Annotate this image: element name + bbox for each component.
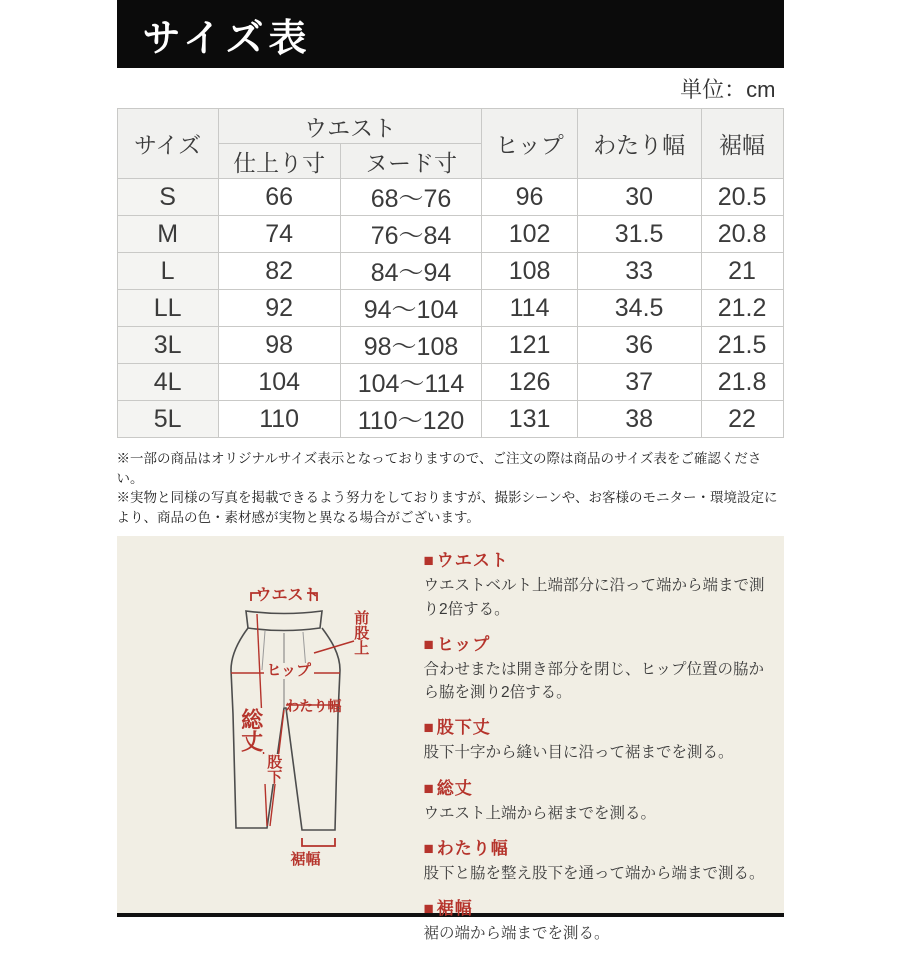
- value-cell: 92: [218, 290, 340, 327]
- size-chart-page: [116, 0, 784, 942]
- value-cell: 21.5: [701, 327, 783, 364]
- col-header-hip: ヒップ: [482, 109, 577, 179]
- value-cell: 21: [701, 253, 783, 290]
- header-row: [117, 109, 783, 144]
- definition-term-row: [424, 774, 778, 799]
- definition-description: 合わせまたは開き部分を閉じ、ヒップ位置の脇から脇を測り2倍する。: [423, 660, 765, 701]
- definition-description: 裾の端から端までを測る。: [423, 925, 610, 942]
- table-row: [117, 327, 783, 364]
- value-cell: 84〜94: [340, 253, 482, 290]
- value-cell: 21.8: [701, 364, 783, 401]
- note-line: ※一部の商品はオリジナルサイズ表示となっておりますので、ご注文の際は商品のサイズ表をご確認ください。: [116, 451, 762, 486]
- table-row: [117, 179, 783, 216]
- red-square-bullet: ■: [423, 899, 435, 918]
- value-cell: 110: [218, 401, 340, 438]
- hem-width-bracket: [302, 838, 335, 846]
- definition-item: [424, 713, 778, 764]
- table-row: [117, 401, 783, 438]
- value-cell: 31.5: [577, 216, 701, 253]
- value-cell: 104〜114: [340, 364, 482, 401]
- col-header-hem-width: 裾幅: [701, 109, 783, 179]
- red-square-bullet: ■: [423, 838, 435, 858]
- size-table-body: [117, 179, 783, 438]
- value-cell: 108: [482, 253, 577, 290]
- col-header-waist-nude: ヌード寸: [340, 144, 482, 179]
- value-cell: 66: [218, 179, 340, 216]
- value-cell: 98: [218, 327, 340, 364]
- value-cell: 20.8: [701, 216, 783, 253]
- diagram-total-length-label: 総丈: [237, 708, 266, 752]
- definition-term-row: [424, 894, 778, 919]
- red-square-bullet: ■: [423, 718, 435, 738]
- value-cell: 20.5: [701, 179, 783, 216]
- value-cell: 68〜76: [340, 179, 482, 216]
- diagram-inseam-label: 股下: [263, 754, 285, 784]
- definition-description: 股下十字から縫い目に沿って裾までを測る。: [423, 744, 734, 762]
- notes-block: [117, 449, 784, 527]
- value-cell: 131: [482, 401, 577, 438]
- value-cell: 37: [577, 364, 701, 401]
- diagram-hem-width-label: 裾幅: [290, 851, 321, 869]
- table-row: [117, 253, 783, 290]
- table-row: [117, 364, 783, 401]
- definition-term: わたり幅: [436, 838, 509, 858]
- definition-term-row: [424, 713, 778, 738]
- measurement-guide-panel: [117, 536, 784, 942]
- value-cell: 96: [482, 179, 577, 216]
- definition-term: ウエスト: [436, 551, 509, 571]
- front-rise-leader-line: [314, 641, 354, 653]
- size-cell: L: [117, 253, 218, 290]
- size-table: [117, 108, 784, 438]
- value-cell: 82: [218, 253, 340, 290]
- red-square-bullet: ■: [423, 551, 435, 571]
- value-cell: 30: [577, 179, 701, 216]
- definition-item: [424, 630, 778, 705]
- definition-item: [424, 774, 778, 825]
- definition-term: ヒップ: [436, 634, 491, 654]
- definition-term: 裾幅: [436, 899, 473, 918]
- diagram-front-rise-label: 前股上: [352, 610, 370, 656]
- title-bar: [117, 0, 784, 68]
- red-square-bullet: ■: [423, 634, 435, 654]
- value-cell: 104: [218, 364, 340, 401]
- page-title: サイズ表: [142, 17, 312, 60]
- unit-label: 単位：cm: [680, 77, 776, 102]
- value-cell: 21.2: [701, 290, 783, 327]
- definition-item: [424, 894, 778, 945]
- size-cell: M: [117, 216, 218, 253]
- table-row: [117, 216, 783, 253]
- definition-term-row: [424, 630, 778, 655]
- value-cell: 74: [218, 216, 340, 253]
- definition-term: 総丈: [436, 778, 473, 798]
- size-cell: 4L: [117, 364, 218, 401]
- col-header-thigh-width: わたり幅: [577, 109, 701, 179]
- value-cell: 126: [482, 364, 577, 401]
- value-cell: 94〜104: [340, 290, 482, 327]
- size-cell: 3L: [117, 327, 218, 364]
- col-header-waist-group: ウエスト: [218, 109, 482, 144]
- size-cell: LL: [117, 290, 218, 327]
- definition-item: [424, 834, 778, 885]
- definition-description: ウエスト上端から裾までを測る。: [423, 804, 657, 822]
- red-square-bullet: ■: [423, 778, 435, 798]
- value-cell: 33: [577, 253, 701, 290]
- col-header-size: サイズ: [117, 109, 218, 179]
- value-cell: 34.5: [577, 290, 701, 327]
- value-cell: 38: [577, 401, 701, 438]
- definition-description: 股下と脇を整え股下を通って端から端まで測る。: [423, 864, 765, 882]
- diagram-thigh-width-label: わたり幅: [285, 698, 342, 715]
- measurement-definitions: [424, 546, 778, 954]
- value-cell: 102: [482, 216, 577, 253]
- table-row: [117, 290, 783, 327]
- value-cell: 36: [577, 327, 701, 364]
- value-cell: 22: [701, 401, 783, 438]
- size-cell: 5L: [117, 401, 218, 438]
- definition-description: ウエストベルト上端部分に沿って端から端まで測り2倍する。: [423, 577, 765, 618]
- diagram-waist-label: ウエスト: [255, 587, 320, 605]
- definition-term-row: [424, 834, 778, 859]
- diagram-hip-label: ヒップ: [264, 663, 315, 679]
- definition-term: 股下丈: [436, 718, 491, 738]
- size-cell: S: [117, 179, 218, 216]
- col-header-waist-finished: 仕上り寸: [218, 144, 340, 179]
- value-cell: 114: [482, 290, 577, 327]
- definition-item: [424, 546, 778, 621]
- value-cell: 121: [482, 327, 577, 364]
- value-cell: 98〜108: [340, 327, 482, 364]
- note-line: ※実物と同様の写真を掲載できるよう努力をしておりますが、撮影シーンや、お客様のモニター・環境設定により、商品の色・素材感が実物と異なる場合がございます。: [116, 490, 778, 525]
- value-cell: 110〜120: [340, 401, 482, 438]
- definition-term-row: [424, 546, 778, 571]
- size-table-header: [117, 109, 783, 179]
- value-cell: 76〜84: [340, 216, 482, 253]
